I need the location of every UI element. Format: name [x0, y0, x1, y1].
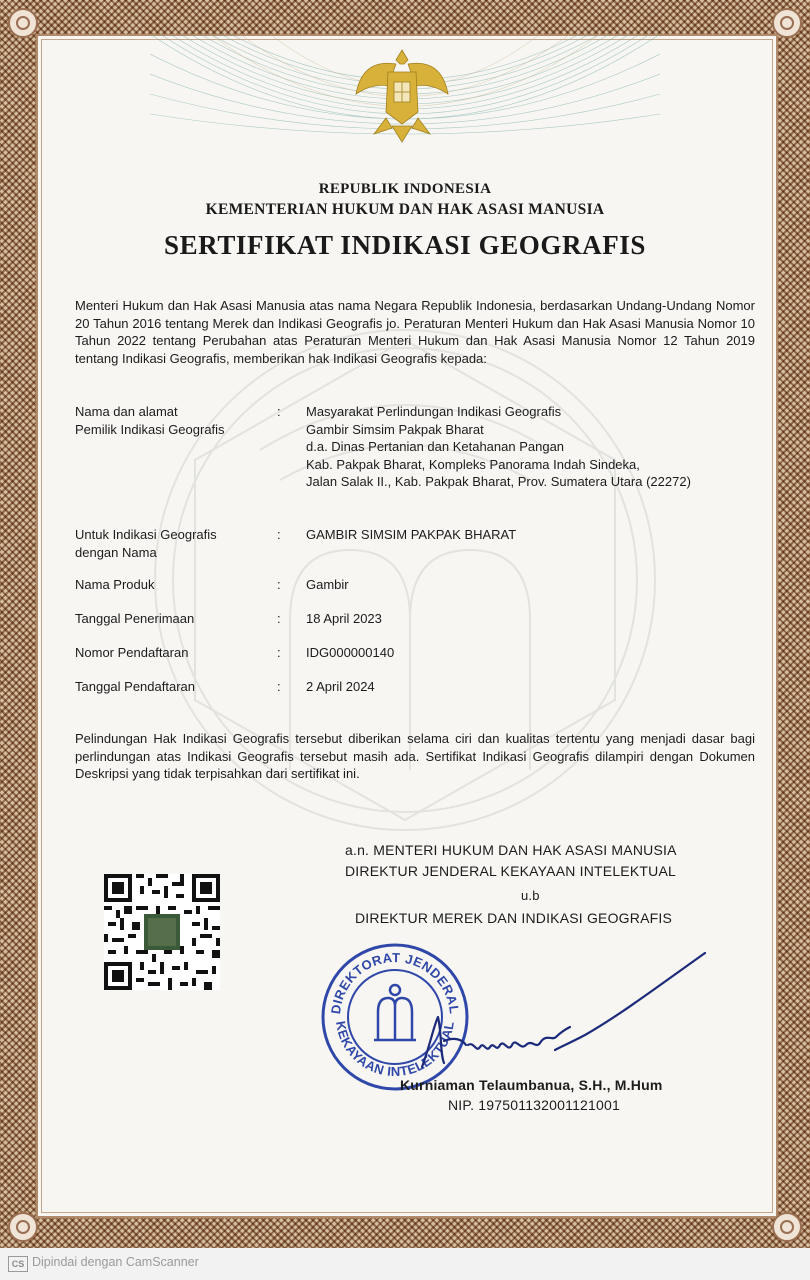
stamp-text-top: DIREKTORAT JENDERAL — [327, 949, 463, 1015]
product-value: Gambir — [306, 577, 349, 592]
colon: : — [277, 679, 281, 694]
closing-paragraph: Pelindungan Hak Indikasi Geografis tersebut diberikan selama ciri dan kualitas tertentu yang menjadi dasar bagi perlindungan atas Indikasi Geografis tersebut masih ada. Sertifikat Indikasi Geografis dilampiri dengan Dokumen Deskripsi yang tidak terpisahkan dari sertifikat ini. — [75, 731, 755, 781]
registration-number-value: IDG000000140 — [306, 645, 395, 660]
on-behalf-line: a.n. MENTERI HUKUM DAN HAK ASASI MANUSIA — [345, 842, 677, 858]
colon: : — [277, 404, 281, 419]
scanner-caption: Dipindai dengan CamScanner — [32, 1255, 199, 1269]
registration-number-label: Nomor Pendaftaran — [75, 645, 189, 660]
product-label: Nama Produk — [75, 577, 155, 592]
stamp-emblem-icon — [374, 985, 416, 1040]
stamp-text-bottom: KEKAYAAN INTELEKTUAL — [333, 1019, 457, 1080]
colon: : — [277, 645, 281, 660]
director-general-line: DIREKTUR JENDERAL KEKAYAAN INTELEKTUAL — [345, 863, 676, 879]
ub-line: u.b — [521, 888, 540, 903]
colon: : — [277, 577, 281, 592]
corner-ornament-top-right — [772, 8, 802, 38]
certificate-title: SERTIFIKAT INDIKASI GEOGRAFIS — [163, 230, 647, 260]
colon: : — [277, 527, 281, 542]
corner-ornament-bottom-left — [8, 1212, 38, 1242]
director-line: DIREKTUR MEREK DAN INDIKASI GEOGRAFIS — [355, 910, 672, 926]
corner-ornament-top-left — [8, 8, 38, 38]
gi-name-value: GAMBIR SIMSIM PAKPAK BHARAT — [306, 527, 517, 542]
owner-value: Masyarakat Perlindungan Indikasi Geografis Gambir Simsim Pakpak Bharat d.a. Dinas Pertanian dan Ketahanan Pangan Kab. Pakpak Bharat, Kompleks Panorama Indah Sindeka, Jalan Salak II., Kab. Pakpak Bharat, Prov. Sumatera Utara (22272) — [306, 404, 691, 489]
handwritten-signature — [420, 945, 710, 1085]
scanner-footer — [0, 1248, 810, 1280]
registration-date-label: Tanggal Pendaftaran — [75, 679, 195, 694]
signer-name: Kurniaman Telaumbanua, S.H., M.Hum — [400, 1077, 663, 1093]
corner-ornament-bottom-right — [772, 1212, 802, 1242]
intro-paragraph: Menteri Hukum dan Hak Asasi Manusia atas nama Negara Republik Indonesia, berdasarkan Undang-Undang Nomor 20 Tahun 2016 tentang Merek dan Indikasi Geografis jo. Peraturan Menteri Hukum dan Hak Asasi Manusia Nomor 10 Tahun 2022 tentang Perubahan atas Peraturan Menteri Hukum dan Hak Asasi Manusia Nomor 12 Tahun 2019 tentang Indikasi Geografis, memberikan hak Indikasi Geografis kepada: — [75, 298, 755, 366]
garuda-emblem-icon — [352, 42, 452, 146]
header-republic: REPUBLIK INDONESIA — [318, 181, 492, 197]
colon: : — [277, 611, 281, 626]
signer-nip: NIP. 197501132001121001 — [448, 1097, 620, 1113]
camscanner-logo-icon: CS — [8, 1256, 28, 1272]
header-ministry: KEMENTERIAN HUKUM DAN HAK ASASI MANUSIA — [205, 201, 605, 218]
received-date-value: 18 April 2023 — [306, 611, 382, 626]
registration-date-value: 2 April 2024 — [306, 679, 375, 694]
received-date-label: Tanggal Penerimaan — [75, 611, 195, 626]
owner-label: Nama dan alamat Pemilik Indikasi Geografis — [75, 404, 225, 437]
gi-name-label: Untuk Indikasi Geografis dengan Nama — [75, 527, 217, 560]
qr-code — [104, 874, 220, 990]
